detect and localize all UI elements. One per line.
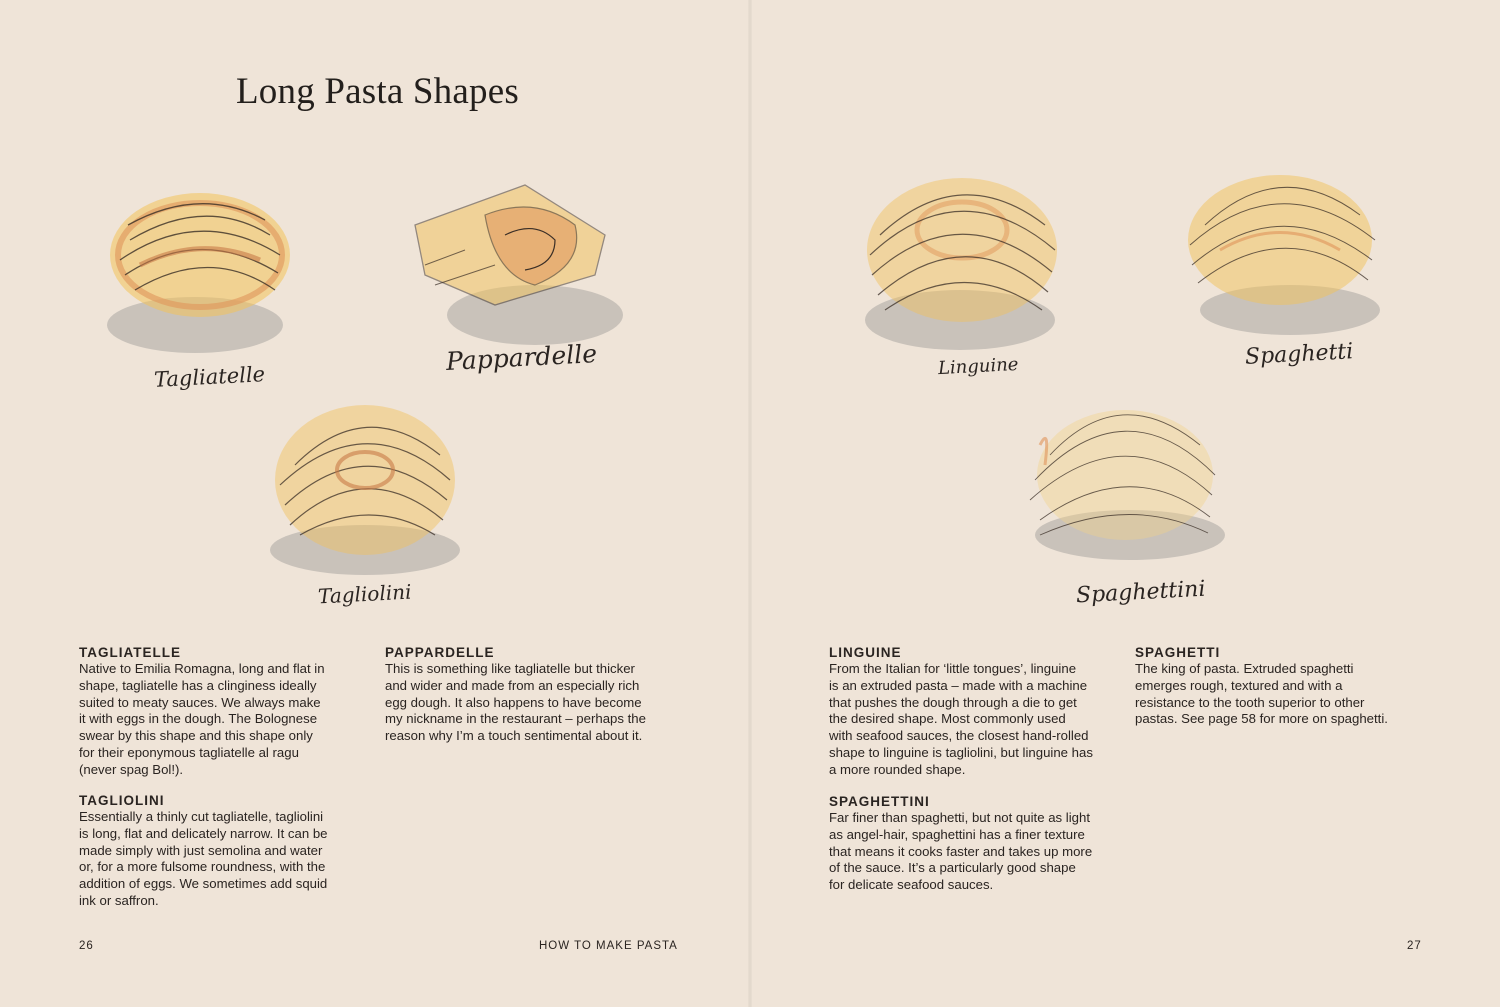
page-title: Long Pasta Shapes [236, 71, 519, 112]
page-number-right: 27 [1407, 940, 1422, 952]
pappardelle-illustration [405, 165, 620, 365]
entry-title: TAGLIATELLE [79, 645, 181, 660]
linguine-nest-icon [860, 160, 1065, 360]
linguine-caption: Linguine [937, 353, 1019, 380]
entry-line: or, for a more fulsome roundness, with the [79, 859, 326, 875]
spaghetti-illustration [1180, 155, 1385, 340]
entry-line: addition of eggs. We sometimes add squid [79, 876, 328, 892]
entry-line: with seafood sauces, the closest hand-rolled [829, 728, 1089, 744]
entry-line: a more rounded shape. [829, 761, 966, 777]
entry-line: emerges rough, textured and with a [1135, 677, 1343, 693]
entry-title: PAPPARDELLE [385, 645, 495, 660]
entry-title: SPAGHETTINI [829, 794, 930, 809]
entry-line: pastas. See page 58 for more on spaghetti. [1135, 711, 1388, 727]
entry-line: ink or saffron. [79, 892, 159, 908]
tagliatelle-nest-icon [100, 165, 300, 365]
entry-line: of the sauce. It’s a particularly good shape [829, 860, 1076, 876]
tagliolini-caption: Tagliolini [317, 579, 412, 609]
spaghetti-caption: Spaghetti [1244, 339, 1354, 370]
entry-line: my nickname in the restaurant – perhaps the [385, 711, 646, 727]
entry-tagliolini [79, 793, 369, 910]
running-head: HOW TO MAKE PASTA [539, 940, 678, 952]
entry-line: is an extruded pasta – made with a machine [829, 677, 1088, 693]
entry-title: SPAGHETTI [1135, 645, 1221, 660]
tagliatelle-illustration [100, 165, 300, 365]
entry-pappardelle [385, 645, 675, 745]
entry-line: Essentially a thinly cut tagliatelle, tagliolini [79, 809, 324, 824]
entry-line: Native to Emilia Romagna, long and flat in [79, 661, 325, 676]
tagliolini-nest-icon [265, 385, 465, 580]
spaghettini-nest-icon [1020, 385, 1225, 570]
entry-spaghettini [829, 794, 1119, 894]
entry-tagliatelle [79, 645, 369, 779]
entry-line: made simply with just semolina and water [79, 842, 323, 858]
spaghettini-caption: Spaghettini [1075, 576, 1207, 609]
entry-line: the desired shape. Most commonly used [829, 711, 1066, 727]
book-spine [748, 0, 752, 1007]
entry-line: This is something like tagliatelle but thicker [385, 661, 635, 676]
spaghettini-illustration [1020, 385, 1225, 570]
entry-line: egg dough. It also happens to have become [385, 694, 642, 710]
entry-line: and wider and made from an especially rich [385, 677, 640, 693]
entry-line: as angel-hair, spaghettini has a finer texture [829, 826, 1085, 842]
entry-line: Far finer than spaghetti, but not quite as light [829, 810, 1090, 825]
page-number-left: 26 [79, 940, 94, 952]
entry-line: swear by this shape and this shape only [79, 728, 313, 744]
entry-spaghetti [1135, 645, 1425, 728]
entry-line: for delicate seafood sauces. [829, 877, 994, 893]
linguine-illustration [860, 160, 1065, 360]
entry-line: resistance to the tooth superior to other [1135, 694, 1365, 710]
entry-line: (never spag Bol!). [79, 761, 184, 777]
entry-line: shape to linguine is tagliolini, but linguine has [829, 744, 1093, 760]
entry-line: that means it cooks faster and takes up more [829, 843, 1093, 859]
entry-line: is long, flat and delicately narrow. It can be [79, 825, 328, 841]
entry-title: LINGUINE [829, 645, 902, 660]
spaghetti-nest-icon [1180, 155, 1385, 340]
entry-line: for their eponymous tagliatelle al ragu [79, 744, 299, 760]
entry-linguine [829, 645, 1119, 779]
entry-title: TAGLIOLINI [79, 793, 165, 808]
entry-line: suited to meaty sauces. We always make [79, 694, 321, 710]
entry-line: that pushes the dough through a die to get [829, 694, 1077, 710]
entry-line: From the Italian for ‘little tongues’, linguine [829, 661, 1077, 676]
entry-line: it with eggs in the dough. The Bolognese [79, 711, 318, 727]
entry-line: reason why I’m a touch sentimental about it. [385, 728, 643, 744]
tagliatelle-caption: Tagliatelle [153, 362, 266, 392]
entry-line: shape, tagliatelle has a clinginess ideally [79, 677, 317, 693]
entry-line: The king of pasta. Extruded spaghetti [1135, 661, 1354, 676]
pappardelle-caption: Pappardelle [445, 339, 598, 376]
tagliolini-illustration [265, 385, 465, 580]
pappardelle-fold-icon [405, 165, 620, 365]
